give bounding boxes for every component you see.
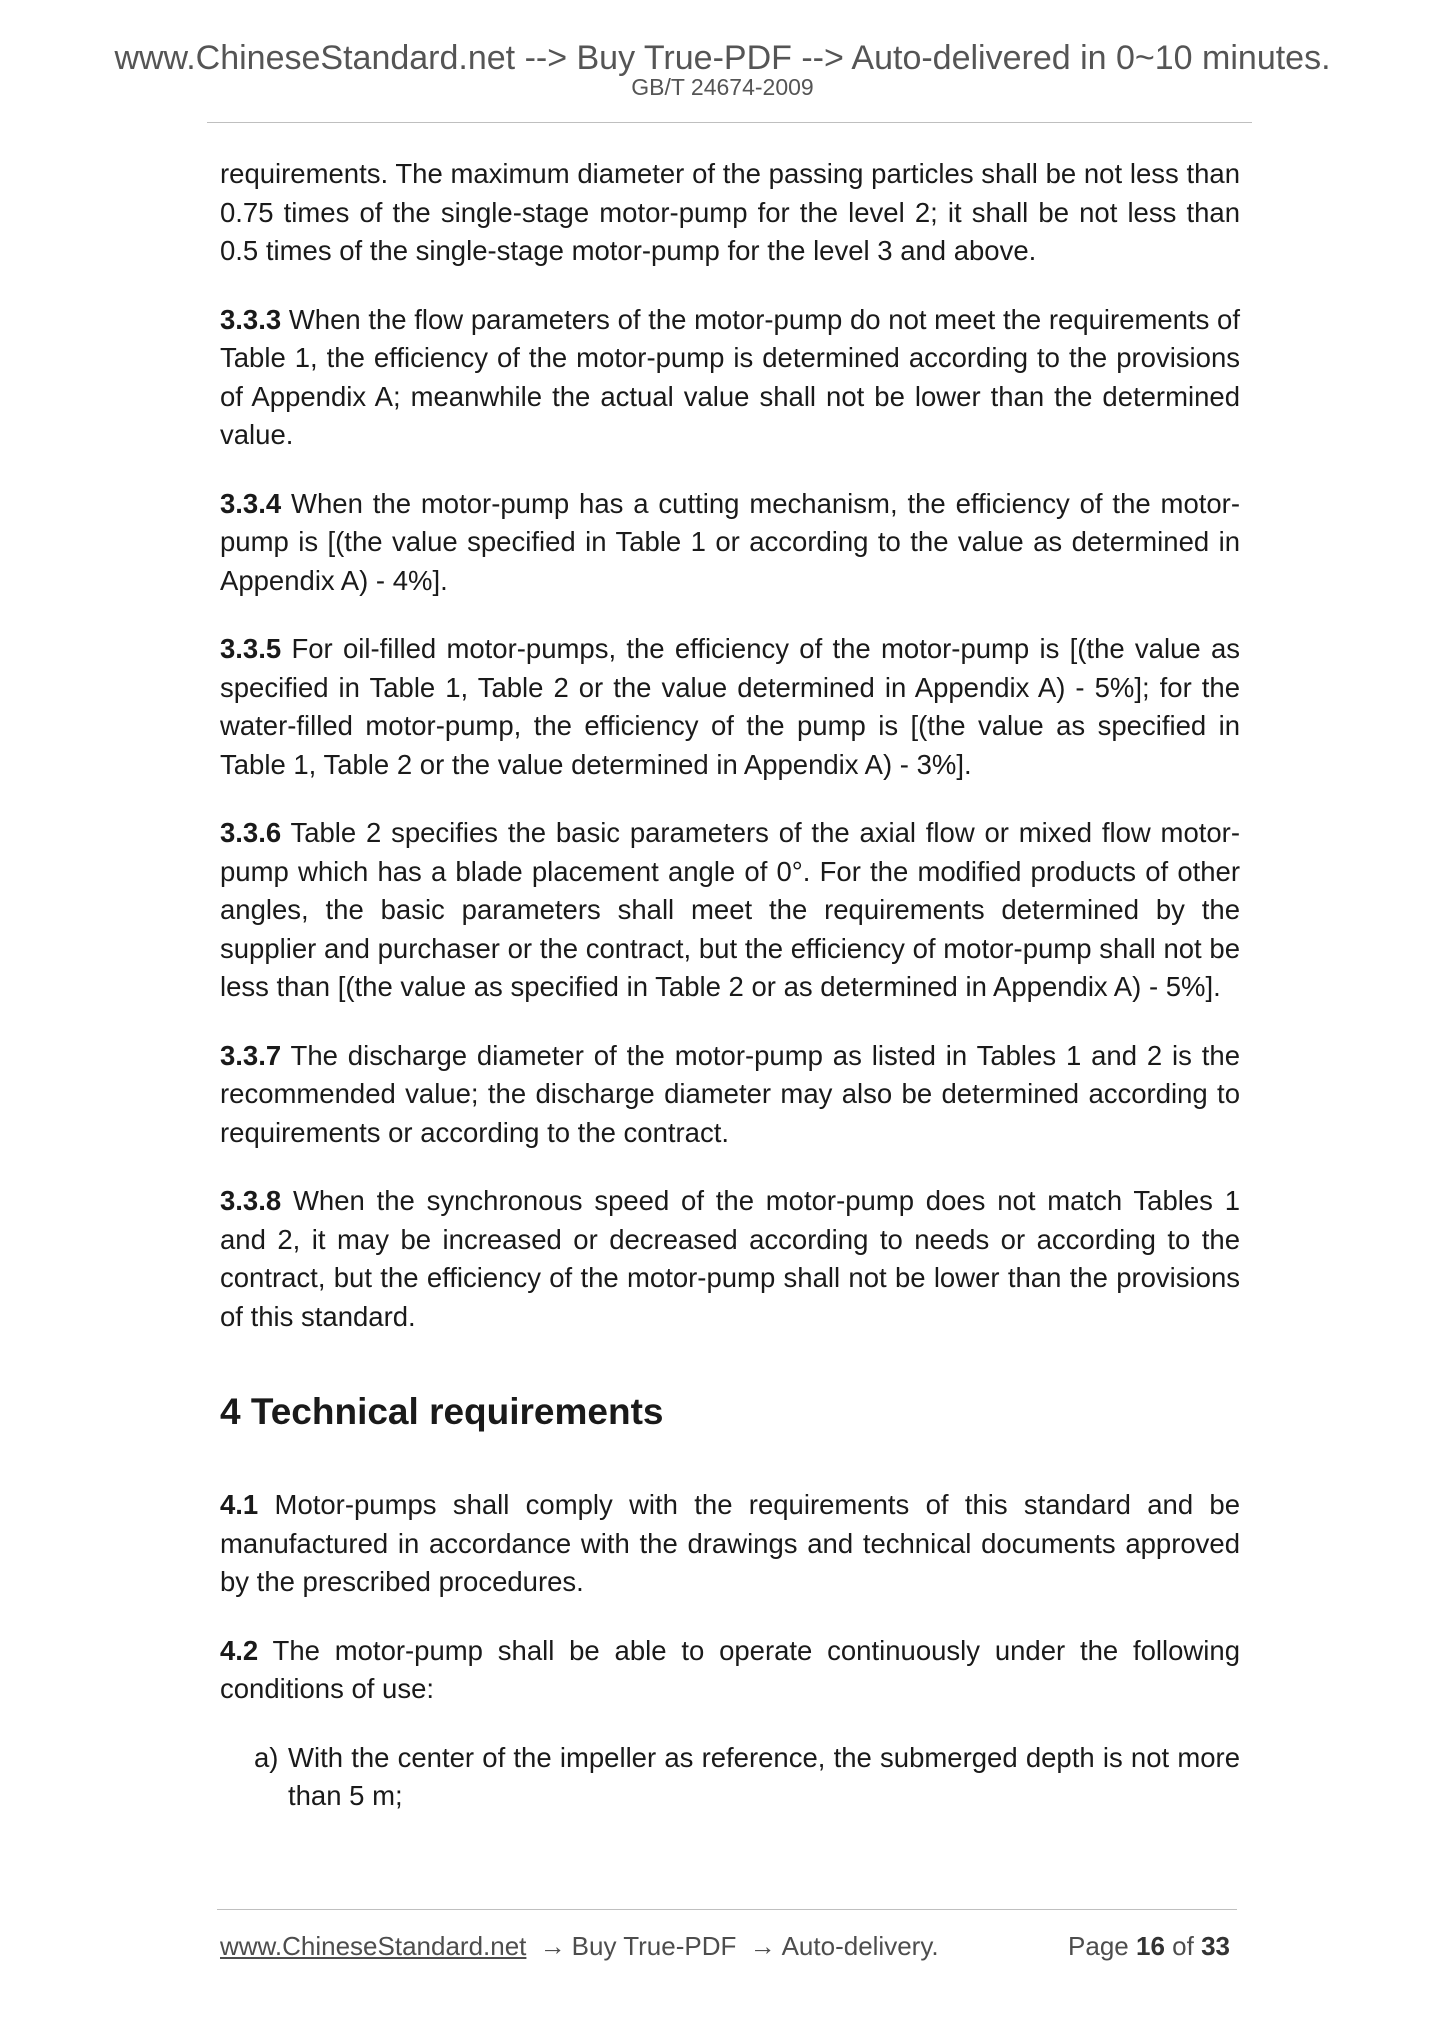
clause-number: 3.3.8 — [220, 1185, 282, 1216]
clause-number: 3.3.4 — [220, 487, 282, 519]
clause-text: The discharge diameter of the motor-pump as listed in Tables 1 and 2 is the recommended value; the discharge diameter may also be determined according to requirements or according to the contract. — [220, 1039, 1240, 1148]
clause-3-3-3 — [220, 301, 1240, 455]
clause-3-3-7 — [220, 1037, 1240, 1153]
clause-3-3-5 — [220, 630, 1240, 784]
clause-3-3-6 — [220, 814, 1240, 1007]
list-marker: a) — [254, 1741, 279, 1773]
footer-site-link[interactable]: www.ChineseStandard.net — [220, 1931, 527, 1961]
clause-number: 4.2 — [220, 1634, 259, 1666]
document-number: GB/T 24674-2009 — [631, 74, 814, 100]
footer-divider — [217, 1909, 1237, 1910]
list-item-text: With the center of the impeller as reference, the submerged depth is not more than 5 m; — [288, 1741, 1240, 1811]
arrow-right-icon: → — [749, 1931, 776, 1961]
clause-text: For oil-filled motor-pumps, the efficiency of the motor-pump is [(the value as specified in Table 1, Table 2 or the value determined in Appendix A) - 5%]; for the water-filled motor-pump, the efficiency of the pump is [(the value as specified in Table 1, Table 2 or the value determined in Appendix A) - 3%]. — [220, 633, 1240, 780]
section-heading: 4 Technical requirements — [220, 1391, 664, 1432]
clause-4-2 — [220, 1632, 1240, 1709]
page-content — [220, 155, 1240, 1846]
header-banner: www.ChineseStandard.net --> Buy True-PDF --> Auto-delivered in 0~10 minutes. — [114, 39, 1331, 77]
clause-number: 3.3.3 — [220, 303, 282, 335]
page-indicator — [1068, 1928, 1230, 1964]
clause-3-3-4 — [220, 485, 1240, 601]
list-item — [220, 1739, 1240, 1816]
clause-text: When the synchronous speed of the motor-pump does not match Tables 1 and 2, it may be increased or decreased according to needs or according to the contract, but the efficiency of the motor-pump shall not be lower than the provisions of this standard. — [220, 1185, 1240, 1332]
of-label: of — [1172, 1931, 1194, 1961]
clause-text: The motor-pump shall be able to operate continuously under the following conditions of use: — [220, 1634, 1240, 1704]
clause-text: When the motor-pump has a cutting mechanism, the efficiency of the motor-pump is [(the value specified in Table 1 or according to the value as determined in Appendix A) - 4%]. — [220, 487, 1240, 596]
clause-text: Table 2 specifies the basic parameters of the axial flow or mixed flow motor-pump which has a blade placement angle of 0°. For the modified products of other angles, the basic parameters shall meet the requirements determined by the supplier and purchaser or the contract, but the efficiency of motor-pump shall not be less than [(the value as specified in Table 2 or as determined in Appendix A) - 5%]. — [220, 817, 1240, 1002]
clause-4-1 — [220, 1486, 1240, 1602]
arrow-right-icon: → — [539, 1931, 566, 1961]
footer-delivery-text: Auto-delivery. — [781, 1931, 939, 1961]
page-footer — [220, 1928, 1230, 1964]
clause-number: 3.3.5 — [220, 633, 282, 664]
footer-buy-text: Buy True-PDF — [571, 1931, 737, 1961]
header-divider — [207, 122, 1252, 123]
current-page-number: 16 — [1136, 1931, 1165, 1961]
clause-text: When the flow parameters of the motor-pump do not meet the requirements of Table 1, the efficiency of the motor-pump is determined according to the provisions of Appendix A; meanwhile the actual value shall not be lower than the determined value. — [220, 303, 1240, 450]
page-label: Page — [1068, 1931, 1129, 1961]
intro-paragraph: requirements. The maximum diameter of the passing particles shall be not less than 0.75 times of the single-stage motor-pump for the level 2; it shall be not less than 0.5 times of the single-stage motor-pump for the level 3 and above. — [220, 158, 1240, 266]
clause-3-3-8 — [220, 1182, 1240, 1336]
clause-number: 3.3.6 — [220, 817, 282, 848]
total-pages-number: 33 — [1201, 1931, 1230, 1961]
clause-number: 4.1 — [220, 1489, 259, 1520]
clause-number: 3.3.7 — [220, 1039, 282, 1071]
clause-text: Motor-pumps shall comply with the requirements of this standard and be manufactured in accordance with the drawings and technical documents approved by the prescribed procedures. — [220, 1489, 1240, 1597]
